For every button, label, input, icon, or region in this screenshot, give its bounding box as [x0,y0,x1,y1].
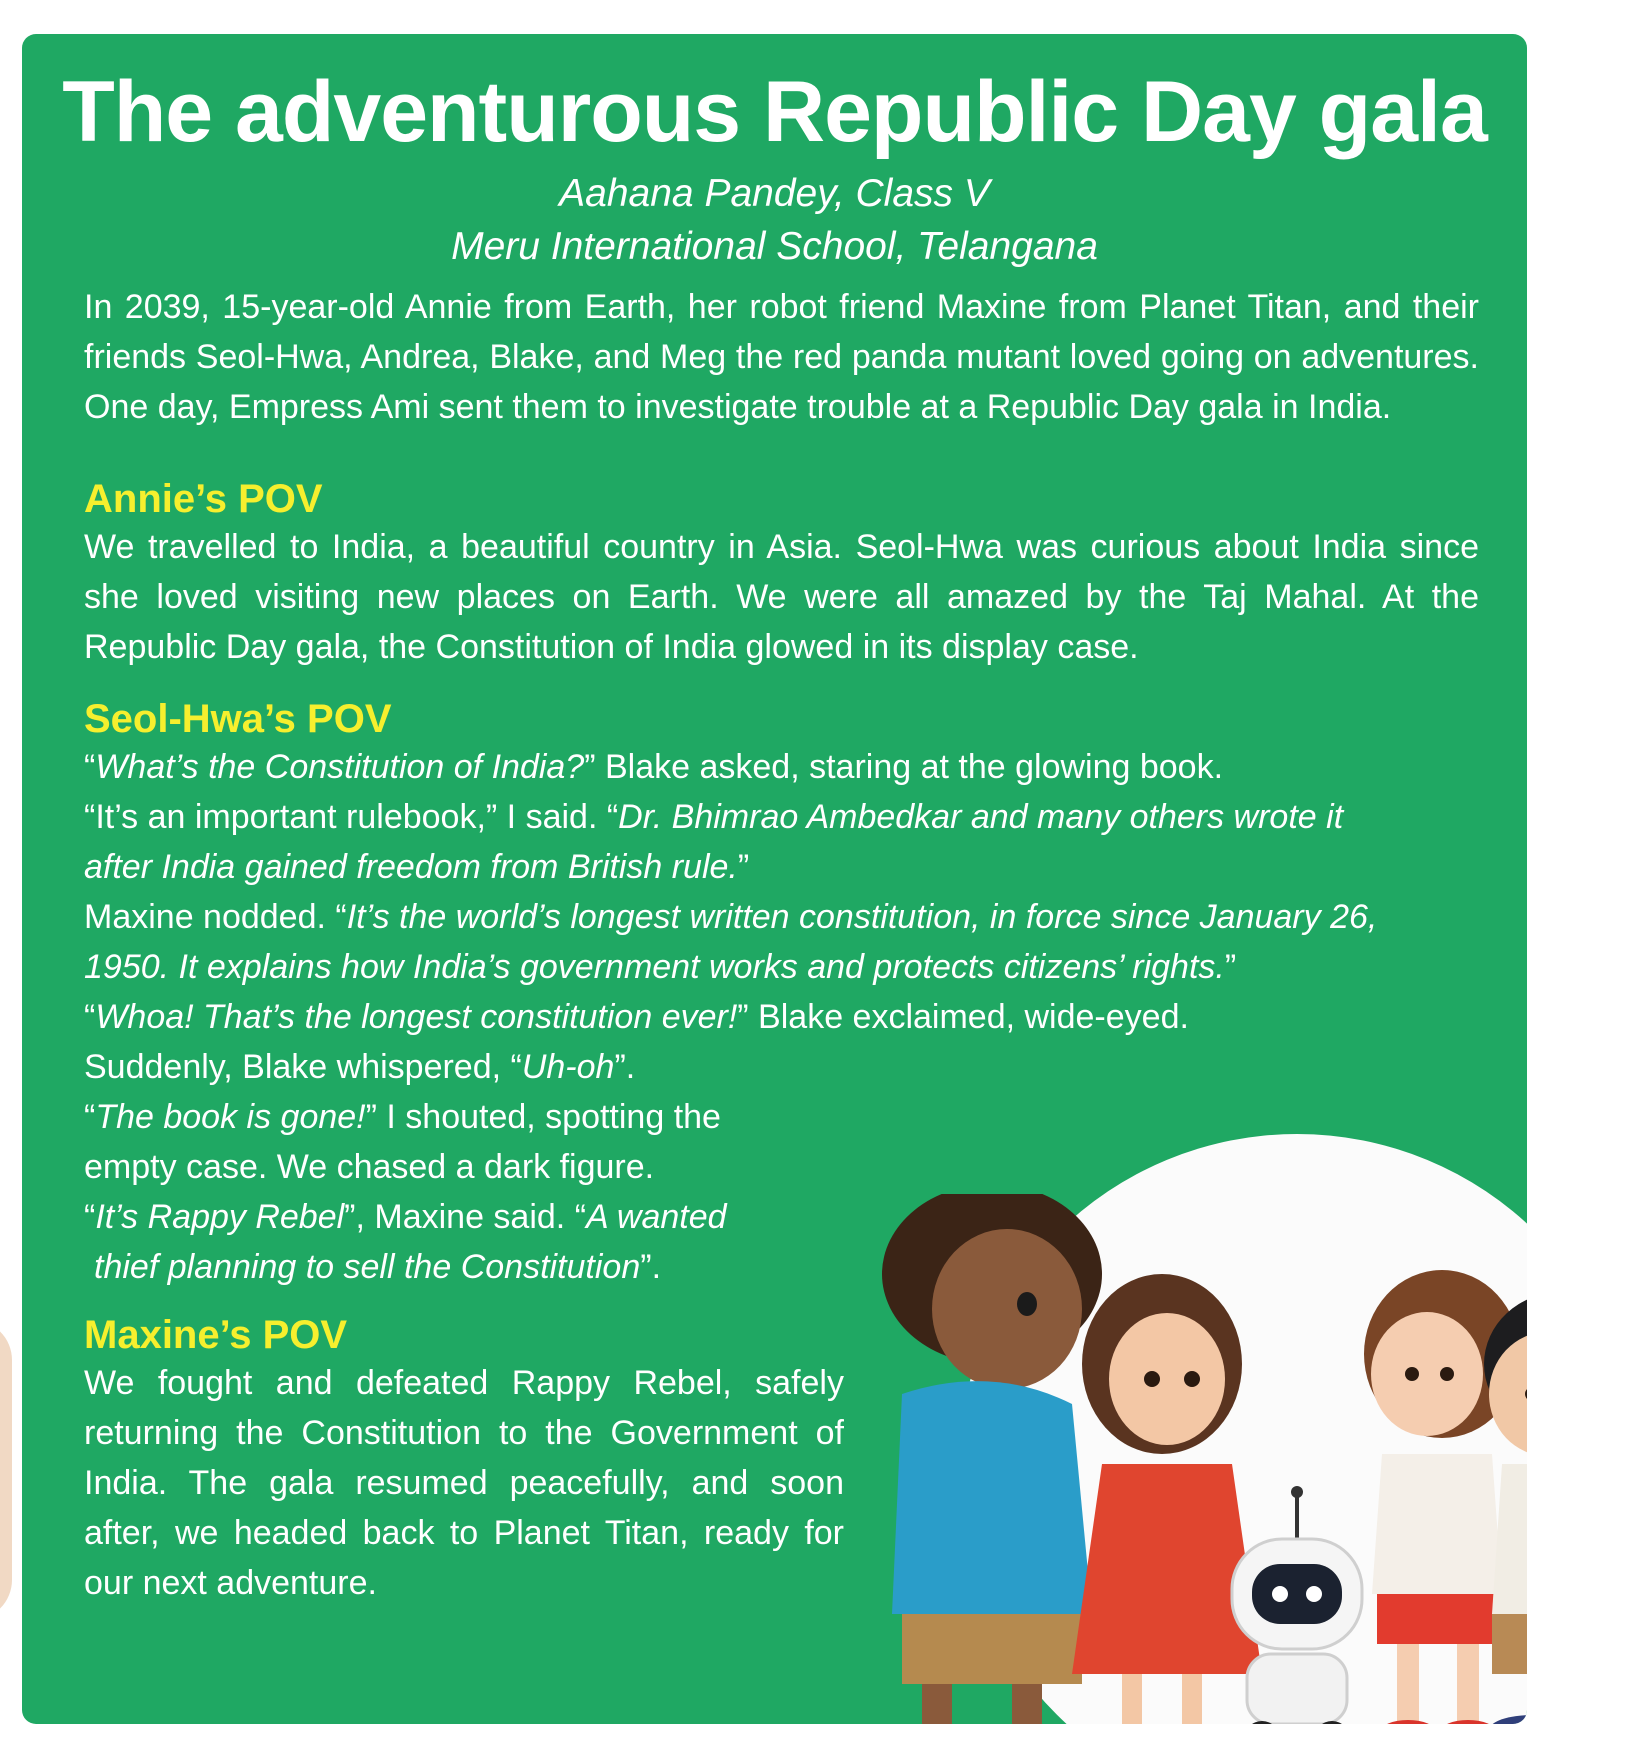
intro-paragraph: In 2039, 15-year-old Annie from Earth, her robot friend Maxine from Planet Titan, and their friends Seol-Hwa, Andrea, Blake, and Meg the red panda mutant loved going on adventures. One day, Empress Ami sent them to investigate trouble at a Republic Day gala in India. [84,288,1479,426]
boy-blue-hoodie-figure [882,1194,1102,1724]
seolhwa-line-11: thief planning to sell the Constitution”. [94,1248,662,1286]
seolhwa-line-1: “What’s the Constitution of India?” Blake asked, staring at the glowing book. [84,748,1224,786]
girl-red-dress-figure [1072,1274,1262,1724]
edge-decoration [0,1320,12,1620]
seolhwa-line-9: empty case. We chased a dark figure. [84,1148,655,1186]
seolhwa-line-8: “The book is gone!” I shouted, spotting the [84,1098,721,1136]
seolhwa-line-7: Suddenly, Blake whispered, “Uh-oh”. [84,1048,636,1086]
maxine-heading: Maxine’s POV [84,1313,348,1357]
school-line: Meru International School, Telangana [451,225,1098,268]
seolhwa-line-10: “It’s Rappy Rebel”, Maxine said. “A wanted [84,1198,727,1236]
maxine-paragraph: We fought and defeated Rappy Rebel, safely returning the Constitution to the Government of India. The gala resumed peacefully, and soon after, we headed back to Planet Titan, ready for our next adventure. [84,1364,844,1602]
author-line: Aahana Pandey, Class V [559,172,990,215]
seolhwa-line-2: “It’s an important rulebook,” I said. “Dr. Bhimrao Ambedkar and many others wrote it [84,798,1344,836]
annie-paragraph: We travelled to India, a beautiful country in Asia. Seol-Hwa was curious about India since she loved visiting new places on Earth. We were all amazed by the Taj Mahal. At the Republic Day gala, the Constitution of India glowed in its display case. [84,528,1479,666]
seolhwa-line-5: 1950. It explains how India’s government works and protects citizens’ rights.” [84,948,1237,986]
seolhwa-heading: Seol-Hwa’s POV [84,697,392,741]
seolhwa-line-3: after India gained freedom from British rule.” [84,848,750,886]
annie-heading: Annie’s POV [84,477,323,521]
article-title: The adventurous Republic Day gala [62,64,1487,160]
seolhwa-line-6: “Whoa! That’s the longest constitution ever!” Blake exclaimed, wide-eyed. [84,998,1189,1036]
children-robot-illustration [842,1194,1527,1724]
seolhwa-line-4: Maxine nodded. “It’s the world’s longest written constitution, in force since January 26, [84,898,1378,936]
robot-figure [1232,1486,1362,1724]
article-panel [22,34,1527,1724]
